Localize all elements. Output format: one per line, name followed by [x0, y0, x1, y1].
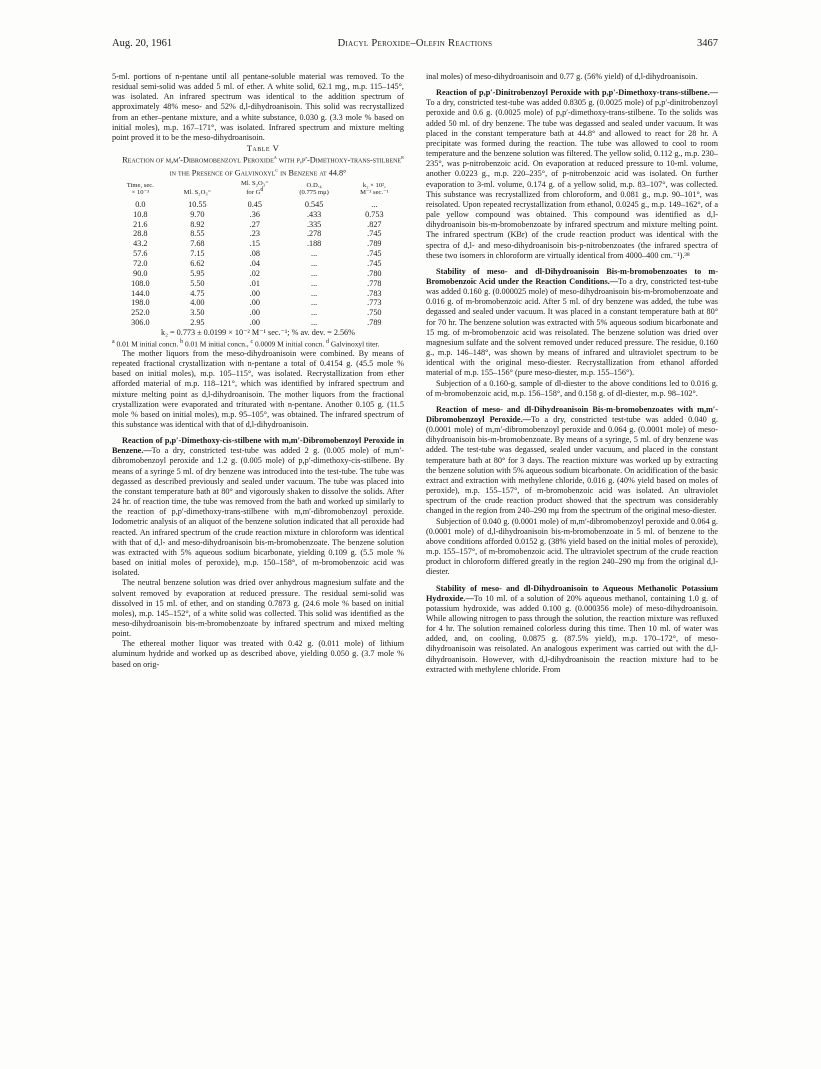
table-column-header: k₂ × 10², M⁻¹ sec.⁻¹ [360, 181, 389, 197]
table-row [112, 249, 404, 259]
table-header-row [112, 180, 404, 200]
body-paragraph [112, 436, 404, 578]
table-cell: .433 [306, 209, 322, 219]
table-cell: 144.0 [131, 288, 150, 298]
body-paragraph [112, 578, 404, 639]
table-cell: 3.50 [190, 308, 205, 318]
table-row [112, 239, 404, 249]
table-cell: .773 [367, 298, 382, 308]
body-paragraph [426, 405, 718, 517]
table-v-grid [112, 180, 404, 328]
table-cell: 21.6 [133, 219, 148, 229]
table-cell: 198.0 [131, 298, 150, 308]
body-paragraph [426, 72, 718, 82]
section-heading: Stability of meso- and dl-Dihydroanisoin to Aqueous Methanolic Potassium Hydroxide.— [426, 583, 718, 603]
paragraph-text: To a dry, constricted test-tube was added 0.8305 g. (0.0025 mole) of p,p′-dinitrobenzoyl peroxide and 0.6 g. (0.0025 mole) of p,p′-dimethoxy-trans-stilbene. To the solids was added 50 ml. of dry benzene. The tube was degassed and sealed under vacuum. It was placed in the constant temperature bath at 44.8° and allowed to react for 28 hr. A precipitate was formed during the reaction. The tube was allowed to cool to room temperature and the benzene solution was filtered. The yellow solid, 0.112 g., m.p. 230–235°, was p-nitrobenzoic acid. On evaporation at reduced pressure to 10-ml. volume, another 0.0223 g., m.p. 220–235°, of p-nitrobenzoic acid was isolated. On further evaporation to 3-ml. volume, 0.174 g. of a yellow solid, m.p. 83–107°, was collected. This substance was recrystallized from chloroform, and 0.081 g., m.p. 90–101°, was reisolated. Upon repeated recrystallization from ethanol, 0.0245 g., m.p. 149–162°, of a pale yellow compound was obtained. This compound was identified as d,l-dihydroanisoin bis-m-bromobenzoate by infrared spectrum and mixture melting point. The infrared spectrum (KBr) of the crude reaction product was identical with the spectra of d,l- and meso-dihydroanisoin bis-p-nitrobenzoates (the infrared spectra of these two isomers in chloroform are virtually identical from 4000–400 cm.⁻¹).³⁸ [426, 98, 718, 260]
table-row [112, 200, 404, 210]
table-cell: 108.0 [131, 278, 150, 288]
table-cell: .00 [249, 288, 260, 298]
header-title: Diacyl Peroxide–Olefin Reactions [337, 38, 493, 49]
table-caption: Reaction of m,m′-Dibromobenzoyl Peroxide$^a$ with p,p′-Dimethoxy-trans-stilbene$^b$ in the Presence of Galvinoxyl$^c$ in Benzene at 44.8° [122, 155, 404, 179]
table-cell: .278 [306, 229, 322, 239]
table-rate-constant: k₂ = 0.773 ± 0.0199 × 10⁻² M⁻¹ sec.⁻¹; % av. dev. = 2.56% [161, 327, 355, 337]
table-cell: 4.00 [190, 298, 205, 308]
table-cell: 90.0 [133, 268, 148, 278]
table-cell: ... [371, 199, 378, 209]
table-cell: 5.95 [190, 268, 205, 278]
table-cell: ... [311, 249, 318, 259]
table-row [112, 229, 404, 239]
table-cell: .745 [367, 249, 382, 259]
paragraph-text: To a dry, constricted test-tube was added 0.040 g. (0.0001 mole) of m,m′-dibromobenzoyl peroxide and 0.064 g. (0.0001 mole) of meso-dihydroanisoin bis-m-bromobenzoate. By means of a syringe, 5 ml. of dry benzene was added. The test-tube was degassed, sealed under vacuum, and placed in the constant temperature bath at 80° for 3 days. The reaction mixture was worked up by extracting the benzene solution with 5% aqueous sodium bicarbonate. On acidification of the basic extract and extraction with methylene chloride, 0.016 g. (40% yield based on moles of peroxide), m.p. 155–157°, of m-bromobenzoic acid was isolated. An ultraviolet spectrum of the crude reaction product showed that the spectrum was considerably changed in the region from 240–290 mμ from the spectrum of the original meso-diester. [426, 415, 718, 516]
table-cell: .00 [249, 308, 260, 318]
table-cell: 0.45 [247, 199, 262, 209]
left-column [112, 72, 404, 1057]
table-row [112, 259, 404, 269]
body-paragraph: 5-ml. portions of n-pentane until all pentane-soluble material was removed. To the residual semi-solid was added 5 ml. of ether. A white solid, 62.1 mg., m.p. 115–145°, was isolated. An infrared spectrum was identical to the addition spectrum of approximately 48% meso- and 52% d,l-dihydroanisoin. This solid was recrystallized from an ether–pentane mixture, and a white substance, 0.030 g. (3.3 mole % based on initial moles), m.p. 167–171°, was isolated. Infrared spectrum and mixture melting point proved it to be the meso-dihydroanisoin. [112, 72, 404, 142]
table-cell: ... [311, 308, 318, 318]
paragraph-text: To 10 ml. of a solution of 20% aqueous methanol, containing 1.0 g. of potassium hydroxide, was added 0.100 g. (0.000356 mole) of meso-dihydroanisoin. While allowing nitrogen to pass through the solution, the reaction mixture was refluxed for 4 hr. The solution remained colorless during this time. Then 10 ml. of water was added, and, on cooling, 0.0875 g. (87.5% yield), m.p. 170–172°, of meso-dihydroanisoin was reisolated. An analogous experiment was carried out with the d,l-dihydroanisoin. However, with d,l-dihydroanisoin the reaction mixture had to be extracted with methylene chloride. From [426, 593, 718, 674]
table-cell: 0.545 [304, 199, 324, 209]
paragraph-text: The neutral benzene solution was dried over anhydrous magnesium sulfate and the solvent removed by evaporation at reduced pressure. The residual semi-solid was dissolved in 15 ml. of ether, and on standing 0.7873 g. (24.6 mole % based on initial moles), m.p. 145–152°, of a white solid was collected. This solid was identified as the meso-dihydroanisoin bis-m-bromobenzoate by infrared spectrum and mixed melting point. [112, 578, 404, 639]
table-cell: .750 [367, 308, 382, 318]
table-cell: ... [311, 318, 318, 328]
table-cell: 10.55 [188, 199, 207, 209]
table-row [112, 308, 404, 318]
table-cell: 8.55 [190, 229, 205, 239]
table-cell: .745 [367, 229, 382, 239]
table-cell: .335 [306, 219, 322, 229]
table-cell: .778 [367, 278, 382, 288]
paragraph-text: Subjection of 0.040 g. (0.0001 mole) of m,m′-dibromobenzoyl peroxide and 0.064 g. (0.0001 mole) of d,l-dihydroanisoin bis-m-bromobenzoate in 5 ml. of benzene to the above conditions afforded 0.0152 g. (38% yield based on the initial moles of peroxide), m.p. 155–157°, of m-bromobenzoic acid. The ultraviolet spectrum of the crude reaction product in chloroform differed greatly in the region 240–290 mμ from the original d,l-diester. [426, 516, 718, 577]
body-paragraph [426, 379, 718, 399]
table-cell: .188 [306, 239, 322, 249]
table-cell: .02 [249, 268, 260, 278]
table-row [112, 220, 404, 230]
table-row [112, 210, 404, 220]
body-paragraph [426, 267, 718, 379]
paragraph-text: To a dry, constricted test-tube was added 0.160 g. (0.000025 mole) of meso-dihydroanisoin bis-m-bromobenzoate and 0.016 g. of m-bromobenzoic acid. After 5 ml. of dry benzene was added, the tube was degassed and sealed under vacuum. It was placed in a constant temperature bath at 80° for 70 hr. The benzene solution was extracted with 5% aqueous sodium bicarbonate and 15 mg. of m-bromobenzoic acid was reisolated. The benzene solution was dried over magnesium sulfate and the solvent removed under reduced pressure. The residue, 0.160 g., m.p. 146–148°, was shown by means of infrared and ultraviolet spectrum to be identical with the original meso-diester. Recrystallization from ethanol afforded material of m.p. 155–156° (pure meso-diester, m.p. 155–156°). [426, 276, 718, 378]
table-title: Table V [246, 143, 280, 154]
table-cell: 57.6 [133, 249, 148, 259]
section-heading: Reaction of p,p′-Dinitrobenzoyl Peroxide with p,p′-Dimethoxy-trans-stilbene.— [436, 88, 718, 98]
table-cell: .23 [249, 229, 260, 239]
table-cell: .783 [367, 288, 382, 298]
table-cell: 43.2 [133, 239, 148, 249]
body-paragraph [426, 88, 718, 261]
table-cell: .04 [249, 258, 260, 268]
table-cell: ... [311, 298, 318, 308]
header-date: Aug. 20, 1961 [112, 38, 173, 49]
table-column-header: O.D.₄ (0.775 mμ) [299, 181, 329, 197]
section-heading: Stability of meso- and dl-Dihydroanisoin Bis-m-bromobenzoates to m-Bromobenzoic Acid under the Reaction Conditions.— [426, 266, 718, 286]
table-cell: 6.62 [190, 258, 205, 268]
table-cell: 252.0 [131, 308, 150, 318]
table-cell: 0.753 [365, 209, 384, 219]
body-paragraph [426, 517, 718, 578]
table-row [112, 318, 404, 328]
table-cell: .780 [367, 268, 382, 278]
header-page-number: 3467 [697, 38, 718, 49]
table-cell: 8.92 [190, 219, 205, 229]
section-heading: Reaction of meso- and dl-Dihydroanisoin Bis-m-bromobenzoates with m,m′-Dibromobenzoyl Peroxide.— [426, 404, 718, 424]
left-column-bottom-text [112, 349, 404, 670]
table-cell: .00 [249, 298, 260, 308]
table-row [112, 269, 404, 279]
table-cell: 72.0 [133, 258, 148, 268]
table-body [112, 200, 404, 328]
table-cell: 0.0 [135, 199, 146, 209]
paragraph-text: The mother liquors from the meso-dihydroanisoin were combined. By means of repeated fractional crystallization with n-pentane a total of 0.4154 g. (45.5 mole % based on initial moles), m.p. 105–115°, was isolated. Recrystallization from ether afforded material of m.p. 118–121°, which was identified by infrared spectrum and mixture melting point as d,l-dihydroanisoin. The mother liquors from the fractional crystallization were evaporated and triturated with n-pentane. Another 0.105 g. (11.5 mole % based on initial moles), m.p. 95–105°, was obtained. The infrared spectrum of this substance was identical with that of d,l-dihydroanisoin. [112, 348, 404, 429]
right-column [426, 72, 718, 1057]
table-cell: 9.70 [190, 209, 205, 219]
table-v [112, 143, 404, 349]
table-footnotes: $^a$ 0.01 M initial concn. $^b$ 0.01 M initial concn., $^c$ 0.0009 M initial concn. $^d$ Galvinoxyl titer. [112, 339, 380, 349]
table-cell: 10.8 [133, 209, 148, 219]
table-cell: .789 [367, 318, 382, 328]
table-row [112, 279, 404, 289]
left-column-top-text [112, 72, 404, 143]
table-cell: .15 [249, 239, 260, 249]
table-cell: ... [311, 258, 318, 268]
table-cell: 28.8 [133, 229, 148, 239]
table-cell: 4.75 [190, 288, 205, 298]
paragraph-text: The ethereal mother liquor was treated with 0.42 g. (0.011 mole) of lithium aluminum hydride and worked up as described above, yielding 0.050 g. (3.7 mole % based on orig- [112, 639, 404, 669]
table-cell: 7.15 [190, 249, 205, 259]
table-cell: .36 [249, 209, 260, 219]
table-column-header: Ml. S₂O₃⁼ for $G^d$ [241, 179, 269, 197]
table-cell: 5.50 [190, 278, 205, 288]
table-cell: .01 [249, 278, 260, 288]
table-cell: 7.68 [190, 239, 205, 249]
table-cell: .745 [367, 258, 382, 268]
table-cell: .08 [249, 249, 260, 259]
table-cell: ... [311, 288, 318, 298]
paragraph-text: inal moles) of meso-dihydroanisoin and 0.77 g. (56% yield) of d,l-dihydroanisoin. [426, 72, 698, 81]
body-paragraph [112, 349, 404, 430]
table-row [112, 289, 404, 299]
table-cell: 2.95 [190, 318, 205, 328]
table-column-header: Time, sec. × 10⁻³ [126, 181, 154, 197]
body-paragraph [112, 639, 404, 669]
running-header [112, 38, 718, 52]
table-cell: .789 [367, 239, 382, 249]
table-cell: ... [311, 278, 318, 288]
table-cell: .827 [367, 219, 382, 229]
table-row [112, 298, 404, 308]
paragraph-text: Subjection of a 0.160-g. sample of dl-diester to the above conditions led to 0.016 g. of m-bromobenzoic acid, m.p. 156–158°, and 0.158 g. of dl-diester, m.p. 98–102°. [426, 378, 718, 398]
table-cell: .00 [249, 318, 260, 328]
table-column-header: Ml. S₂O₃⁼ [183, 189, 212, 197]
table-cell: .27 [249, 219, 260, 229]
body-paragraph [426, 584, 718, 675]
table-cell: ... [311, 268, 318, 278]
paragraph-text: To a dry, constricted test-tube was added 2 g. (0.005 mole) of m,m′-dibromobenzoyl peroxide and 1.2 g. (0.005 mole) of p,p′-dimethoxy-cis-stilbene. By means of a syringe 5 ml. of dry benzene was introduced into the test-tube. The tube was degassed as described previously and sealed under vacuum. The tube was placed into the constant temperature bath at 80° and vigorously shaken to dissolve the solids. After 24 hr. of reaction time, the tube was removed from the bath and worked up similarly to the reaction of p,p′-dimethoxy-trans-stilbene with m,m′-dibromobenzoyl peroxide. Iodometric analysis of an aliquot of the benzene solution indicated that all peroxide had reacted. An infrared spectrum of the crude reaction mixture in chloroform was identical with that of d,l- and meso-dihydroanisoin bis-m-bromobenzoate. The benzene solution was extracted with 5% aqueous sodium bicarbonate, yielding 0.109 g. (5.5 mole % based on initial moles of peroxide), m.p. 150–158°, of m-bromobenzoic acid was isolated. [112, 446, 404, 578]
table-cell: 306.0 [131, 318, 150, 328]
section-heading: Reaction of p,p′-Dimethoxy-cis-stilbene with m,m′-Dibromobenzoyl Peroxide in Benzene.— [112, 436, 404, 456]
